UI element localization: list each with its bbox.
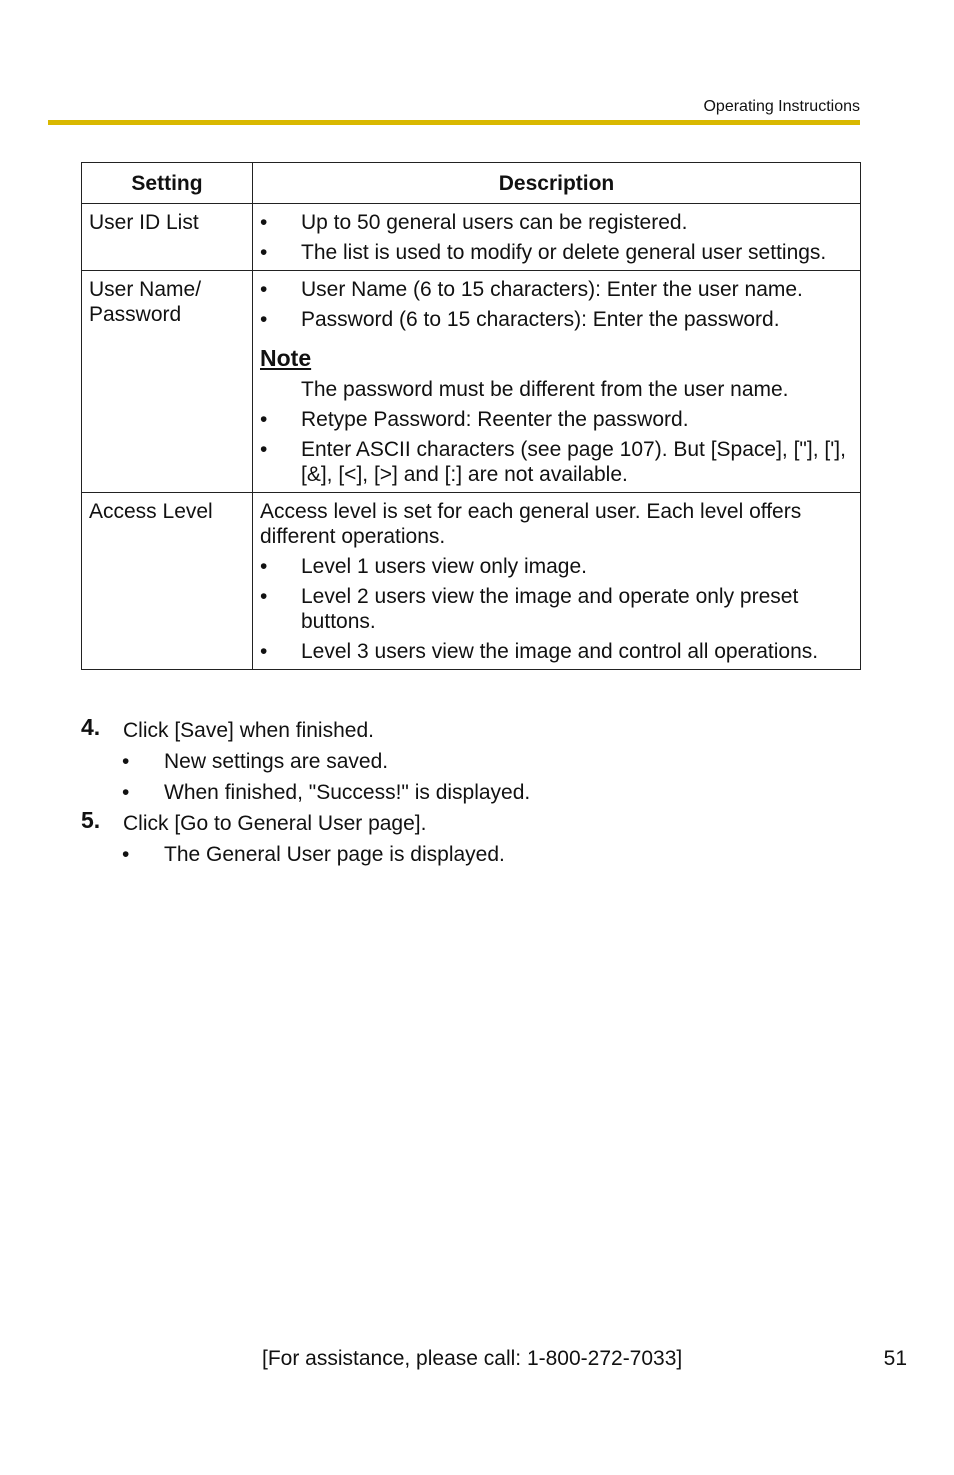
list-item-text: User Name (6 to 15 characters): Enter the user name. xyxy=(301,278,803,301)
page-number: 51 xyxy=(883,1347,907,1370)
step-item xyxy=(81,807,861,836)
description-cell xyxy=(253,204,861,271)
step-number: 4. xyxy=(81,714,101,740)
list-item xyxy=(81,780,861,805)
list-item-text: Password (6 to 15 characters): Enter the password. xyxy=(301,308,780,331)
header-setting: Setting xyxy=(82,163,253,204)
bullet-glyph: • xyxy=(260,555,268,578)
list-item xyxy=(260,277,853,302)
list-item-text: Level 2 users view the image and operate only preset buttons. xyxy=(301,585,799,633)
table-header-row xyxy=(82,163,861,204)
list-item-text: Level 3 users view the image and control all operations. xyxy=(301,640,819,663)
list-item xyxy=(260,407,853,432)
bullet-glyph: • xyxy=(260,278,268,301)
list-item-text: The General User page is displayed. xyxy=(164,843,505,866)
list-item-text: The list is used to modify or delete general user settings. xyxy=(301,241,827,264)
list-item-text: Retype Password: Reenter the password. xyxy=(301,408,689,431)
setting-line: User Name/ xyxy=(89,278,202,301)
step-item xyxy=(81,714,861,743)
table-row xyxy=(82,204,861,271)
setting-cell: User ID List xyxy=(82,204,253,271)
note-bullet-list xyxy=(260,407,853,487)
table-row xyxy=(82,493,861,670)
bullet-glyph: • xyxy=(260,241,268,264)
list-item-text: Enter ASCII characters (see page 107). But [Space], ["], ['], [&], [<], [>] and [:] are not available. xyxy=(301,438,846,486)
list-item-text: Up to 50 general users can be registered. xyxy=(301,211,688,234)
bullet-glyph: • xyxy=(122,781,130,804)
bullet-glyph: • xyxy=(260,408,268,431)
header-rule xyxy=(48,120,860,125)
step-list xyxy=(81,714,861,873)
setting-line: Password xyxy=(89,303,182,326)
list-item xyxy=(260,554,853,579)
assistance-text: [For assistance, please call: 1-800-272-7033] xyxy=(262,1347,683,1370)
list-item xyxy=(260,240,853,265)
step-bullet-list xyxy=(81,749,861,805)
table-row xyxy=(82,271,861,493)
bullet-list xyxy=(260,277,853,332)
header-description: Description xyxy=(253,163,861,204)
list-item-text: Level 1 users view only image. xyxy=(301,555,587,578)
list-item xyxy=(260,210,853,235)
list-item xyxy=(260,639,853,664)
description-cell xyxy=(253,493,861,670)
setting-cell: Access Level xyxy=(82,493,253,670)
setting-cell xyxy=(82,271,253,493)
bullet-list xyxy=(260,554,853,664)
description-cell xyxy=(253,271,861,493)
step-number: 5. xyxy=(81,807,101,833)
settings-table xyxy=(81,162,861,670)
list-item xyxy=(260,437,853,487)
bullet-glyph: • xyxy=(122,750,130,773)
list-item xyxy=(81,842,861,867)
note-text: The password must be different from the user name. xyxy=(301,378,789,401)
list-item-text: New settings are saved. xyxy=(164,750,389,773)
bullet-list xyxy=(260,210,853,265)
bullet-glyph: • xyxy=(260,585,268,608)
note-heading: Note xyxy=(260,345,312,371)
list-item-text: When finished, "Success!" is displayed. xyxy=(164,781,531,804)
header-label: Operating Instructions xyxy=(703,98,860,115)
bullet-glyph: • xyxy=(122,843,130,866)
list-item xyxy=(260,307,853,332)
bullet-glyph: • xyxy=(260,640,268,663)
list-item xyxy=(260,584,853,634)
bullet-glyph: • xyxy=(260,308,268,331)
step-text: Click [Go to General User page]. xyxy=(123,812,427,835)
step-bullet-list xyxy=(81,842,861,867)
access-level-intro: Access level is set for each general user. Each level offers different operations. xyxy=(260,500,802,548)
step-text: Click [Save] when finished. xyxy=(123,719,374,742)
list-item xyxy=(81,749,861,774)
bullet-glyph: • xyxy=(260,211,268,234)
bullet-glyph: • xyxy=(260,438,268,461)
